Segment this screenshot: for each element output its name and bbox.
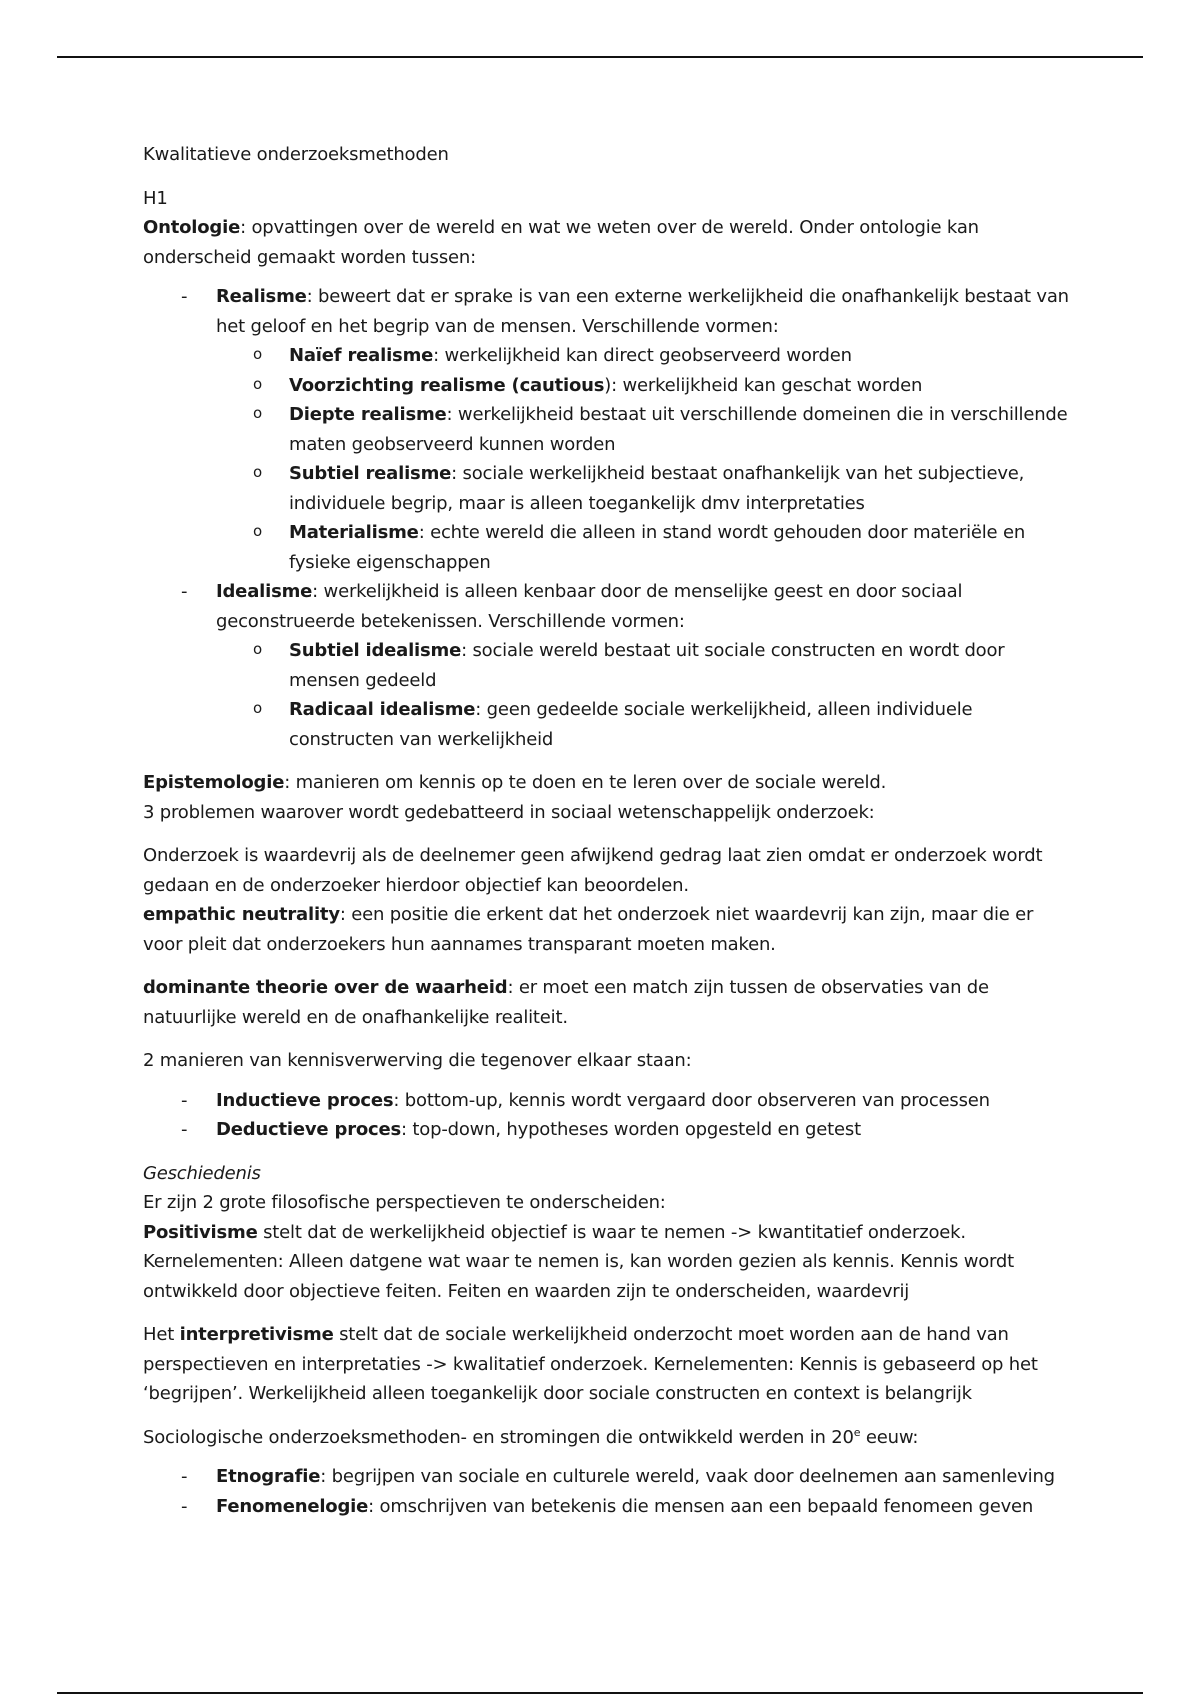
list-item-realisme: - Realisme: beweert dat er sprake is van een externe werkelijkheid die onafhankelijk bestaat van het geloof en het begrip van de mensen. Verschillende vormen: o Naïef realisme: werkelijkheid kan direct geobserveerd worden o Voorzichting realisme (cautious): werkelijkheid kan geschat worden o Diepte realisme: werkelijkheid bestaat uit verschillende domeinen die in verschillende maten geobserveerd kunnen worden o Subtiel realisme: sociale werkelijkheid bestaat onafhankelijk van het subjectieve, individuele begrip, maar is alleen toegankelijk dmv interpretaties o Materialisme: echte wereld die alleen in stand wordt gehouden door materiële en fysieke eigenschappen — [143, 282, 1073, 577]
list-item: o Diepte realisme: werkelijkheid bestaat uit verschillende domeinen die in verschillende maten geobserveerd kunnen worden — [216, 400, 1073, 459]
circle-bullet: o — [253, 699, 262, 717]
realisme-forms-list — [216, 341, 1073, 577]
idealisme-forms-list — [216, 636, 1073, 754]
ontologie-term: Ontologie — [143, 217, 241, 238]
dash-bullet: - — [181, 1089, 188, 1111]
positivisme-term: Positivisme — [143, 1221, 258, 1243]
circle-bullet: o — [253, 463, 262, 481]
list-item: - Fenomenelogie: omschrijven van betekenis die mensen aan een bepaald fenomeen geven — [143, 1492, 1073, 1522]
list-item: o Subtiel idealisme: sociale wereld bestaat uit sociale constructen en wordt door mensen gedeeld — [216, 636, 1073, 695]
interpretivisme-term: interpretivisme — [179, 1324, 334, 1345]
dash-bullet: - — [181, 1495, 188, 1517]
list-item-idealisme: - Idealisme: werkelijkheid is alleen kenbaar door de menselijke geest en door sociaal geconstrueerde betekenissen. Verschillende vormen: o Subtiel idealisme: sociale wereld bestaat uit sociale constructen en wordt door mensen gedeeld o Radicaal idealisme: geen gedeelde sociale werkelijkheid, alleen individuele constructen van werkelijkheid — [143, 577, 1073, 754]
geschiedenis-heading: Geschiedenis — [143, 1162, 261, 1184]
list-item: - Etnografie: begrijpen van sociale en culturele wereld, vaak door deelnemen aan samenleving — [143, 1462, 1073, 1492]
dominante-paragraph: dominante theorie over de waarheid: er moet een match zijn tussen de observaties van de natuurlijke wereld en de onafhankelijke realiteit. — [143, 977, 989, 1028]
circle-bullet: o — [253, 522, 262, 540]
footer-rule — [57, 1692, 1143, 1694]
problems-line: 3 problemen waarover wordt gedebatteerd in sociaal wetenschappelijk onderzoek: — [143, 801, 875, 823]
list-item: o Materialisme: echte wereld die alleen in stand wordt gehouden door materiële en fysieke eigenschappen — [216, 518, 1073, 577]
list-item: o Subtiel realisme: sociale werkelijkheid bestaat onafhankelijk van het subjectieve, individuele begrip, maar is alleen toegankelijk dmv interpretaties — [216, 459, 1073, 518]
chapter-heading: H1 — [143, 187, 168, 209]
empathic-term: empathic neutrality — [143, 904, 340, 925]
dash-bullet: - — [181, 1466, 188, 1487]
epistemologie-paragraph: Epistemologie: manieren om kennis op te doen en te leren over de sociale wereld. — [143, 772, 887, 793]
empathic-paragraph: empathic neutrality: een positie die erkent dat het onderzoek niet waardevrij kan zijn, maar die er voor pleit dat onderzoekers hun aannames transparant moeten maken. — [143, 904, 1034, 955]
waardevrij-paragraph: Onderzoek is waardevrij als de deelnemer geen afwijkend gedrag laat zien omdat er onderzoek wordt gedaan en de onderzoeker hierdoor objectief kan beoordelen. — [143, 845, 1043, 896]
sociologie-intro: Sociologische onderzoeksmethoden- en stromingen die ontwikkeld werden in 20e eeuw: — [143, 1425, 919, 1448]
sociologie-list — [143, 1462, 1073, 1521]
ontologie-paragraph: Ontologie: opvattingen over de wereld en wat we weten over de wereld. Onder ontologie kan onderscheid gemaakt worden tussen: — [143, 217, 979, 268]
dash-bullet: - — [181, 286, 188, 307]
circle-bullet: o — [253, 374, 262, 393]
circle-bullet: o — [253, 345, 262, 363]
interpretivisme-paragraph: Het interpretivisme stelt dat de sociale werkelijkheid onderzocht moet worden aan de hand van perspectieven en interpretaties -> kwalitatief onderzoek. Kernelementen: Kennis is gebaseerd op het ‘begrijpen’. Werkelijkheid alleen toegankelijk door sociale constructen en context is belangrijk — [143, 1324, 1038, 1404]
epistemologie-term: Epistemologie — [143, 772, 285, 793]
list-item: o Voorzichting realisme (cautious): werkelijkheid kan geschat worden — [216, 371, 1073, 401]
document-title: Kwalitatieve onderzoeksmethoden — [143, 144, 449, 165]
circle-bullet: o — [253, 404, 262, 422]
kennis-list — [143, 1086, 1073, 1145]
list-item: - Deductieve proces: top-down, hypotheses worden opgesteld en getest — [143, 1115, 1073, 1145]
dominante-term: dominante theorie over de waarheid — [143, 977, 508, 998]
list-item: o Radicaal idealisme: geen gedeelde sociale werkelijkheid, alleen individuele constructen van werkelijkheid — [216, 695, 1073, 754]
document-body — [143, 140, 1073, 1521]
kennis-intro: 2 manieren van kennisverwerving die tegenover elkaar staan: — [143, 1050, 692, 1071]
dash-bullet: - — [181, 581, 188, 602]
header-rule — [57, 56, 1143, 58]
positivisme-paragraph: Positivisme stelt dat de werkelijkheid objectief is waar te nemen -> kwantitatief onderzoek. Kernelementen: Alleen datgene wat waar te nemen is, kan worden gezien als kennis. Kennis wordt ontwikkeld door objectieve feiten. Feiten en waarden zijn te onderscheiden, waardevrij — [143, 1221, 1015, 1302]
dash-bullet: - — [181, 1119, 188, 1140]
circle-bullet: o — [253, 640, 262, 658]
list-item: o Naïef realisme: werkelijkheid kan direct geobserveerd worden — [216, 341, 1073, 371]
geschiedenis-intro: Er zijn 2 grote filosofische perspectieven te onderscheiden: — [143, 1192, 666, 1213]
list-item: - Inductieve proces: bottom-up, kennis wordt vergaard door observeren van processen — [143, 1086, 1073, 1116]
ontologie-list — [143, 282, 1073, 754]
